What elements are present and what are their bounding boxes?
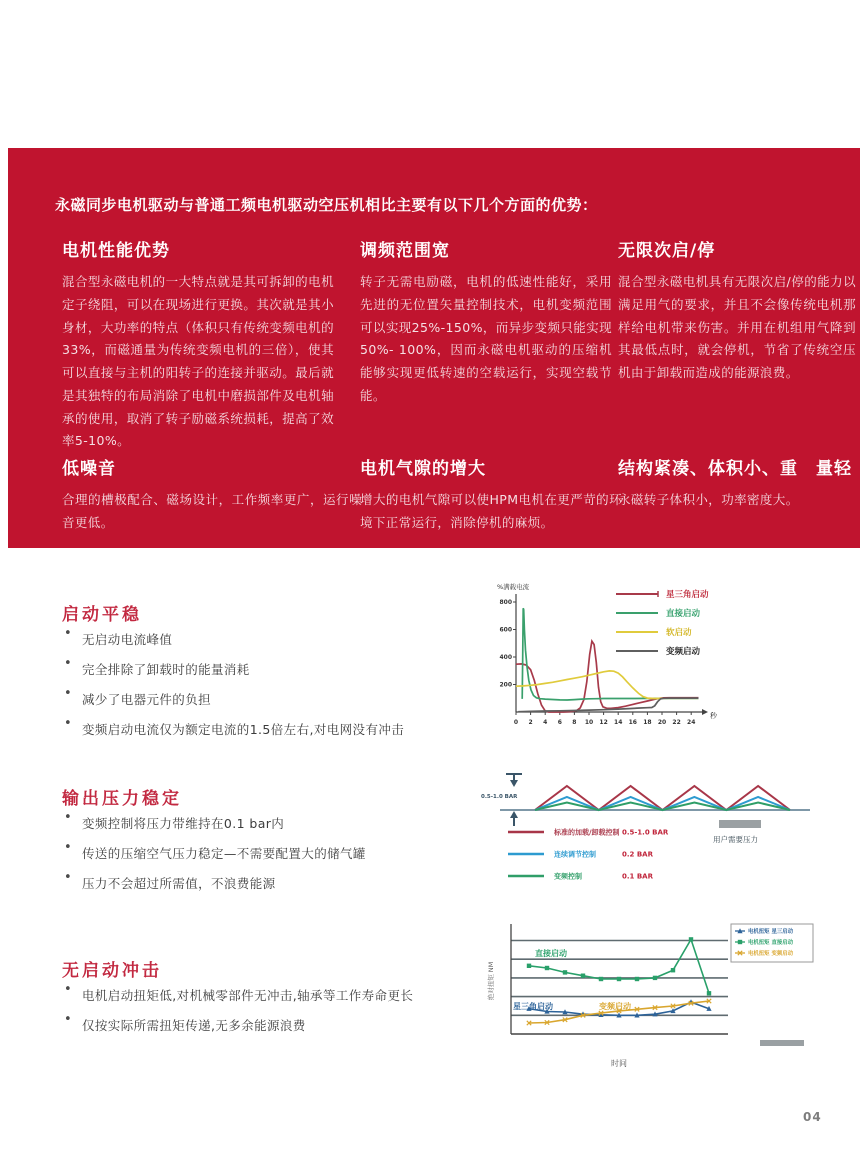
series-line [516, 671, 699, 699]
bullet-list-smooth-start [62, 630, 462, 750]
feature-body: 永磁转子体积小，功率密度大。 [618, 492, 799, 507]
legend-label: 直接启动 [666, 609, 701, 619]
legend-value: 0.2 BAR [622, 850, 653, 859]
y-axis-label: 绝对扭矩 NM [487, 961, 495, 1001]
svg-text:18: 18 [643, 719, 652, 726]
bullet-item: • 电机启动扭矩低,对机械零部件无冲击,轴承等工作寿命更长 [62, 986, 482, 1004]
feature-body: 混合型永磁电机的一大特点就是其可拆卸的电机定子绕阻，可以在现场进行更换。其次就是其小身材，大功率的特点（体积只有传统变频电机的33%，而磁通量为传统变频电机的三倍），使其可以直接与主机的阳转子的连接并驱动。最后就是其独特的布局消除了电机中磨损部件及电机轴承的使用，取消了转子励磁系统损耗，提高了效率5-10%。 [62, 274, 334, 449]
legend-label: 电机扭矩 星三启动 [748, 929, 794, 935]
user-pressure-bar [719, 820, 761, 828]
starting-current-chart [486, 578, 810, 740]
feature-title: 低噪音 [62, 459, 116, 479]
feature-title: 调频范围宽 [360, 241, 450, 261]
svg-text:6: 6 [557, 719, 562, 726]
down-arrow-icon [506, 774, 522, 787]
svg-text:8: 8 [572, 719, 577, 726]
starting-torque-chart [483, 916, 825, 1074]
feature-body: 合理的槽极配合、磁场设计，工作频率更广，运行噪音更低。 [62, 492, 362, 530]
legend-label: 星三角启动 [666, 590, 709, 600]
legend-label: 电机扭矩 直接启动 [748, 940, 794, 946]
svg-text:14: 14 [614, 719, 623, 726]
intro-heading: 永磁同步电机驱动与普通工频电机驱动空压机相比主要有以下几个方面的优势： [55, 196, 598, 214]
svg-text:0: 0 [513, 719, 519, 726]
page-number: 04 [803, 1110, 822, 1124]
svg-text:24: 24 [687, 719, 696, 726]
feature-body: 混合型永磁电机具有无限次启/停的能力以满足用气的要求，并且不会像传统电机那样给电机带来伤害。并用在机组用气降到其最低点时，就会停机，节省了传统空压机由于卸载而造成的能源浪费。 [618, 274, 856, 380]
band-range-label: 0.5-1.0 BAR [481, 794, 518, 800]
x-axis-label: 秒 [710, 712, 717, 720]
decorative-bar [760, 1040, 804, 1046]
bullet-list-no-start-impact [62, 986, 482, 1046]
feature-body: 转子无需电励磁，电机的低速性能好，采用先进的无位置矢量控制技术，电机变频范围可以实现25%-150%，而异步变频只能实现50%- 100%，因而永磁电机驱动的压缩机能够实现更低转速的空载运行，实现空载节能。 [360, 274, 612, 403]
y-axis-label: %满载电流 [497, 583, 530, 591]
feature-card-motor-performance [62, 236, 334, 453]
bullet-item: • 无启动电流峰值 [62, 630, 462, 648]
svg-text:400: 400 [499, 654, 512, 661]
bullet-item: • 仅按实际所需扭矩传递,无多余能源浪费 [62, 1016, 482, 1034]
svg-text:4: 4 [543, 719, 548, 726]
svg-text:12: 12 [599, 719, 608, 726]
feature-title: 结构紧凑、体积小、重 量轻 [618, 459, 852, 479]
section-heading-stable-pressure: 输出压力稳定 [62, 789, 182, 809]
bullet-item: • 减少了电器元件的负担 [62, 690, 462, 708]
legend-label: 电机扭矩 变频启动 [748, 951, 794, 957]
pressure-band-diagram [480, 766, 812, 898]
user-pressure-label: 用户需要压力 [713, 835, 758, 844]
svg-text:2: 2 [528, 719, 533, 726]
feature-card-frequency-range [360, 236, 612, 408]
svg-text:16: 16 [628, 719, 637, 726]
bullet-item: • 变频启动电流仅为额定电流的1.5倍左右,对电网没有冲击 [62, 720, 462, 738]
feature-card-compact [618, 454, 860, 512]
legend-value: 0.1 BAR [622, 872, 653, 881]
bullet-item: • 变频控制将压力带维持在0.1 bar内 [62, 814, 472, 832]
feature-title: 电机性能优势 [62, 241, 170, 261]
bullet-item: • 传送的压缩空气压力稳定—不需要配置大的储气罐 [62, 844, 472, 862]
feature-title: 无限次启/停 [618, 241, 716, 261]
svg-text:200: 200 [499, 681, 512, 689]
svg-text:22: 22 [672, 719, 681, 726]
section-heading-no-start-impact: 无启动冲击 [62, 961, 162, 981]
series-line [529, 939, 709, 993]
series-inplot-label: 直接启动 [535, 949, 567, 958]
legend-label: 标准的加载/卸载控制 [554, 828, 620, 837]
pressure-wave [535, 786, 790, 810]
legend-label: 变频控制 [554, 872, 582, 881]
svg-text:20: 20 [657, 719, 667, 726]
bullet-list-stable-pressure [62, 814, 472, 904]
legend-label: 连续调节控制 [554, 850, 596, 859]
series-inplot-label: 星三角启动 [513, 1002, 553, 1011]
feature-card-air-gap [360, 454, 622, 535]
series-inplot-label: 变频启动 [599, 1002, 631, 1011]
feature-title: 电机气隙的增大 [360, 459, 486, 479]
svg-text:800: 800 [499, 599, 512, 606]
legend-label: 变频启动 [666, 647, 701, 657]
legend-label: 软启动 [666, 628, 692, 638]
bullet-item: • 完全排除了卸载时的能量消耗 [62, 660, 462, 678]
feature-body: 增大的电机气隙可以使HPM电机在更严苛的环境下正常运行，消除停机的麻烦。 [360, 492, 622, 530]
section-heading-smooth-start: 启动平稳 [62, 605, 142, 625]
feature-card-low-noise [62, 454, 362, 535]
svg-text:600: 600 [499, 626, 512, 634]
x-axis-label: 时间 [611, 1059, 627, 1068]
bullet-item: • 压力不会超过所需值，不浪费能源 [62, 874, 472, 892]
legend-value: 0.5-1.0 BAR [622, 828, 669, 837]
svg-text:10: 10 [584, 719, 594, 726]
red-feature-panel [8, 148, 860, 548]
feature-card-unlimited-start-stop [618, 236, 856, 385]
up-arrow-icon [510, 811, 518, 826]
